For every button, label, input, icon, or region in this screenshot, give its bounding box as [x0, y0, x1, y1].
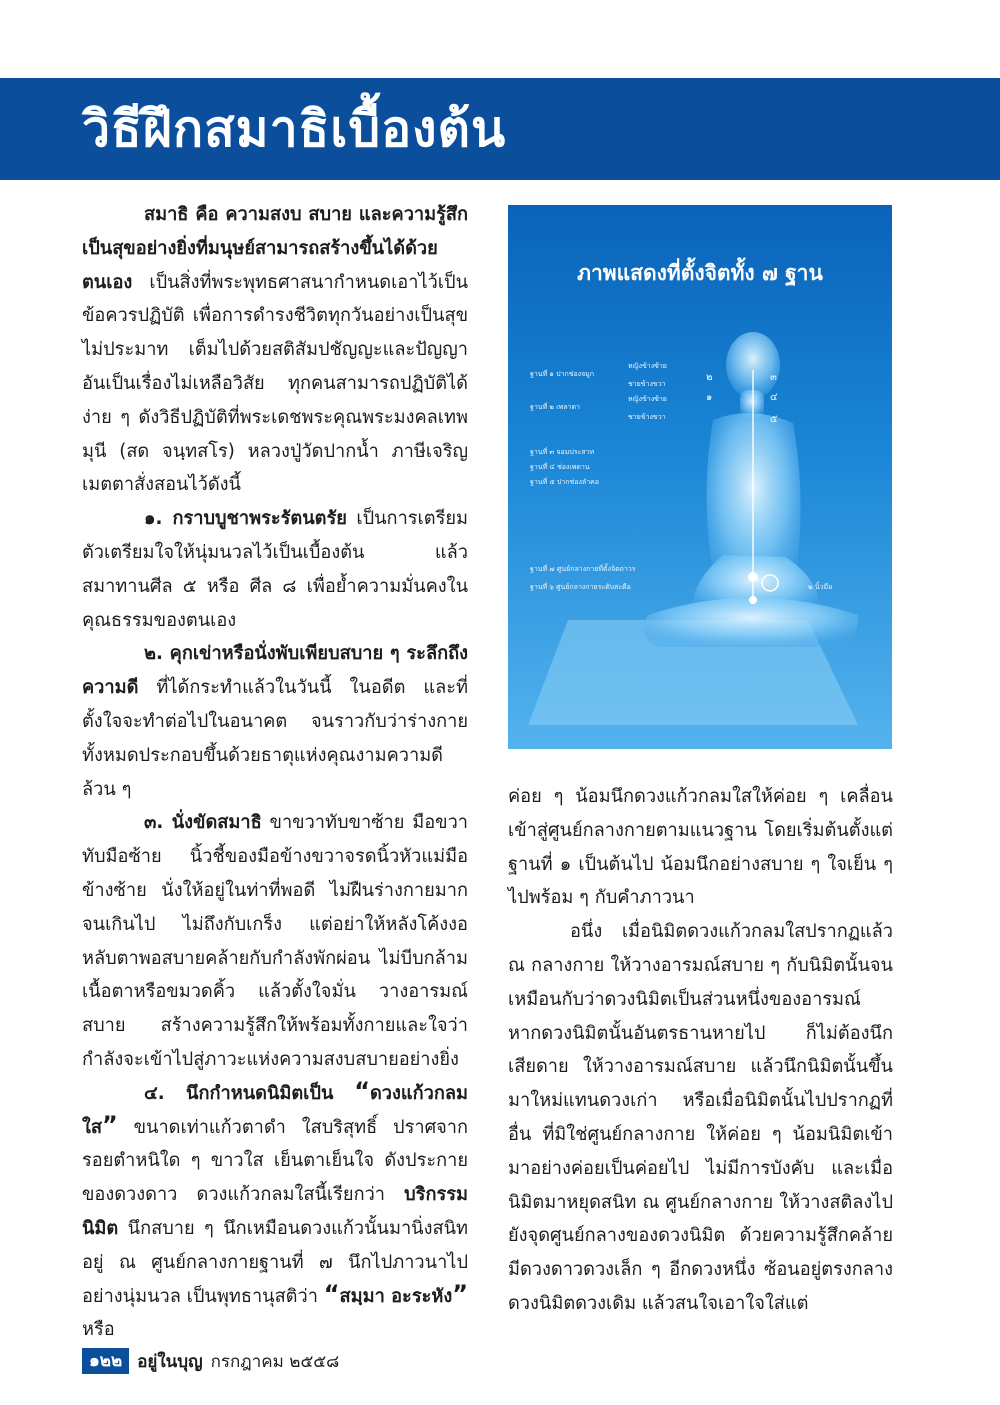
magazine-name: อยู่ในบุญ [137, 1351, 203, 1372]
step-1 [82, 502, 468, 637]
intro-paragraph [82, 198, 468, 502]
marker-1: ๑ [706, 392, 713, 403]
left-column [82, 198, 468, 1347]
step-3-text: ขาขวาทับขาซ้าย มือขวาทับมือซ้าย นิ้วชี้ของมือข้างขวาจรดนิ้วหัวแม่มือข้างซ้าย นั่งให้อยู่ในท่าที่พอดี ไม่ฝืนร่างกายมากจนเกินไป ไม่ถึงกับเกร็ง แต่อย่าให้หลังโค้งงอ หลับตาพอสบายคล้ายกับกำลังพักผ่อน ไม่บีบกล้ามเนื้อตาหรือขมวดคิ้ว แล้วตั้งใจมั่น วางอารมณ์สบาย สร้างความรู้สึกให้พร้อมทั้งกายและใจว่ากำลังจะเข้าไปสู่ภาวะแห่งความสงบสบายอย่างยิ่ง [82, 812, 469, 1070]
step-4-quote: ดวงแก้วกลมใส [82, 1082, 468, 1138]
base-6-dot [749, 596, 757, 604]
step-4-end: หรือ [82, 1319, 115, 1341]
mantra-quote-open: “ [323, 1279, 340, 1308]
marker-5: ๕ [770, 414, 778, 425]
step-2-text: ที่ได้กระทำแล้วในวันนี้ ในอดีต และที่ตั้งใจจะทำต่อไปในอนาคต จนราวกับว่าร่างกายทั้งหมดประกอบขึ้นด้วยธาตุแห่งคุณงามความดีล้วน ๆ [82, 677, 468, 800]
step-4-text-1: ขนาดเท่าแก้วตาดำ ใสบริสุทธิ์ ปราศจากรอยตำหนิใด ๆ ขาวใส เย็นตาเย็นใจ ดังประกายของดวงดาว ดวงแก้วกลมใสนี้เรียกว่า [82, 1116, 468, 1206]
step-2 [82, 637, 468, 806]
label-base-2: ฐานที่ ๒ เพลาตา [530, 403, 580, 411]
page-footer [82, 1346, 339, 1376]
label-male-right-1: ชายข้างขวา [628, 380, 666, 388]
right-column [508, 780, 893, 1321]
step-4-term: บริกรรมนิมิต [82, 1184, 468, 1239]
label-base-6: ฐานที่ ๖ ศูนย์กลางกายระดับสะดือ [530, 583, 631, 591]
label-base-1: ฐานที่ ๑ ปากช่องจมูก [530, 370, 595, 378]
step-3 [82, 806, 468, 1076]
label-female-left-2: หญิงข้างซ้าย [628, 395, 667, 403]
marker-2: ๒ [706, 372, 713, 383]
page-number: ๑๒๒ [82, 1348, 129, 1374]
meditation-figure [508, 205, 892, 749]
base-7-dot [748, 572, 758, 582]
mantra: สมฺมา อะระหัง [339, 1285, 453, 1307]
step-4 [82, 1077, 468, 1347]
step-1-heading: ๑. กราบบูชาพระรัตนตรัย [144, 508, 347, 530]
issue-date: กรกฎาคม ๒๕๕๘ [210, 1351, 340, 1372]
label-base-3: ฐานที่ ๓ จอมประสาท [530, 448, 595, 456]
label-base-4: ฐานที่ ๔ ช่องเพดาน [530, 463, 590, 471]
step-1-text: เป็นการเตรียมตัวเตรียมใจให้นุ่มนวลไว้เป็นเบื้องต้น แล้วสมาทานศีล ๕ หรือ ศีล ๘ เพื่อย้ำความมั่นคงในคุณธรรมของตนเอง [82, 508, 468, 631]
step-2-heading: ๒. คุกเข่าหรือนั่งพับเพียบสบาย ๆ ระลึกถึงความดี [82, 643, 468, 699]
figure-title: ภาพแสดงที่ตั้งจิตทั้ง ๗ ฐาน [577, 261, 823, 285]
mantra-quote-close: ” [452, 1279, 469, 1308]
label-base-7: ฐานที่ ๗ ศูนย์กลางกายที่ตั้งจิตถาวร [530, 565, 636, 573]
label-two-fingers: ๒ นิ้วมือ [808, 583, 833, 591]
figure-legs [644, 598, 858, 648]
label-base-5: ฐานที่ ๕ ปากช่องลำคอ [530, 478, 600, 486]
quote-open: “ [354, 1076, 370, 1105]
page-title: วิธีฝึกสมาธิเบื้องต้น [82, 100, 507, 158]
nimit-paragraph: อนึ่ง เมื่อนิมิตดวงแก้วกลมใสปรากฏแล้ว ณ กลางกาย ให้วางอารมณ์สบาย ๆ กับนิมิตนั้นจนเหมือนกับว่าดวงนิมิตเป็นส่วนหนึ่งของอารมณ์ หากดวงนิมิตนั้นอันตรธานหายไป ก็ไม่ต้องนึกเสียดาย ให้วางอารมณ์สบาย แล้วนึกนิมิตนั้นขึ้นมาใหม่แทนดวงเก่า หรือเมื่อนิมิตนั้นไปปรากฏที่อื่น ที่มิใช่ศูนย์กลางกาย ให้ค่อย ๆ น้อมนิมิตเข้ามาอย่างค่อยเป็นค่อยไป ไม่มีการบังคับ และเมื่อนิมิตมาหยุดสนิท ณ ศูนย์กลางกาย ให้วางสติลงไปยังจุดศูนย์กลางของดวงนิมิต ด้วยความรู้สึกคล้ายมีดวงดาวดวงเล็ก ๆ อีกดวงหนึ่ง ซ้อนอยู่ตรงกลางดวงนิมิตดวงเดิม แล้วสนใจเอาใจใส่แต่ [508, 921, 893, 1314]
step-4-heading: ๔. นึกกำหนดนิมิตเป็น [144, 1082, 334, 1104]
intro-bold: สมาธิ คือ ความสงบ สบาย และความรู้สึกเป็นสุขอย่างยิ่งที่มนุษย์สามารถสร้างขึ้นได้ด้วยตนเอง [82, 204, 468, 293]
intro-text: เป็นสิ่งที่พระพุทธศาสนากำหนดเอาไว้เป็นข้อควรปฏิบัติ เพื่อการดำรงชีวิตทุกวันอย่างเป็นสุข ไม่ประมาท เต็มไปด้วยสติสัมปชัญญะและปัญญา อันเป็นเรื่องไม่เหลือวิสัย ทุกคนสามารถปฏิบัติได้ง่าย ๆ ดังวิธีปฏิบัติที่พระเดชพระคุณพระมงคลเทพมุนี (สด จนฺทสโร) หลวงปู่วัดปากน้ำ ภาษีเจริญ เมตตาสั่งสอนไว้ดังนี้ [82, 271, 468, 496]
quote-close: ” [101, 1110, 118, 1139]
step-3-heading: ๓. นั่งขัดสมาธิ [144, 812, 262, 834]
continuation-paragraph: ค่อย ๆ น้อมนึกดวงแก้วกลมใสให้ค่อย ๆ เคลื่อนเข้าสู่ศูนย์กลางกายตามแนวฐาน โดยเริ่มต้นตั้งแต่ฐานที่ ๑ เป็นต้นไป น้อมนึกอย่างสบาย ๆ ใจเย็น ๆ ไปพร้อม ๆ กับคำภาวนา [508, 786, 893, 909]
marker-4: ๔ [770, 392, 778, 403]
label-female-left-1: หญิงข้างซ้าย [628, 362, 667, 370]
label-male-right-2: ชายข้างขวา [628, 413, 666, 421]
step-4-text-2: นึกสบาย ๆ นึกเหมือนดวงแก้วนั้นมานิ่งสนิทอยู่ ณ ศูนย์กลางกายฐานที่ ๗ นึกไปภาวนาไปอย่างนุ่มนวล เป็นพุทธานุสติว่า [82, 1217, 468, 1307]
marker-3: ๓ [770, 372, 777, 383]
